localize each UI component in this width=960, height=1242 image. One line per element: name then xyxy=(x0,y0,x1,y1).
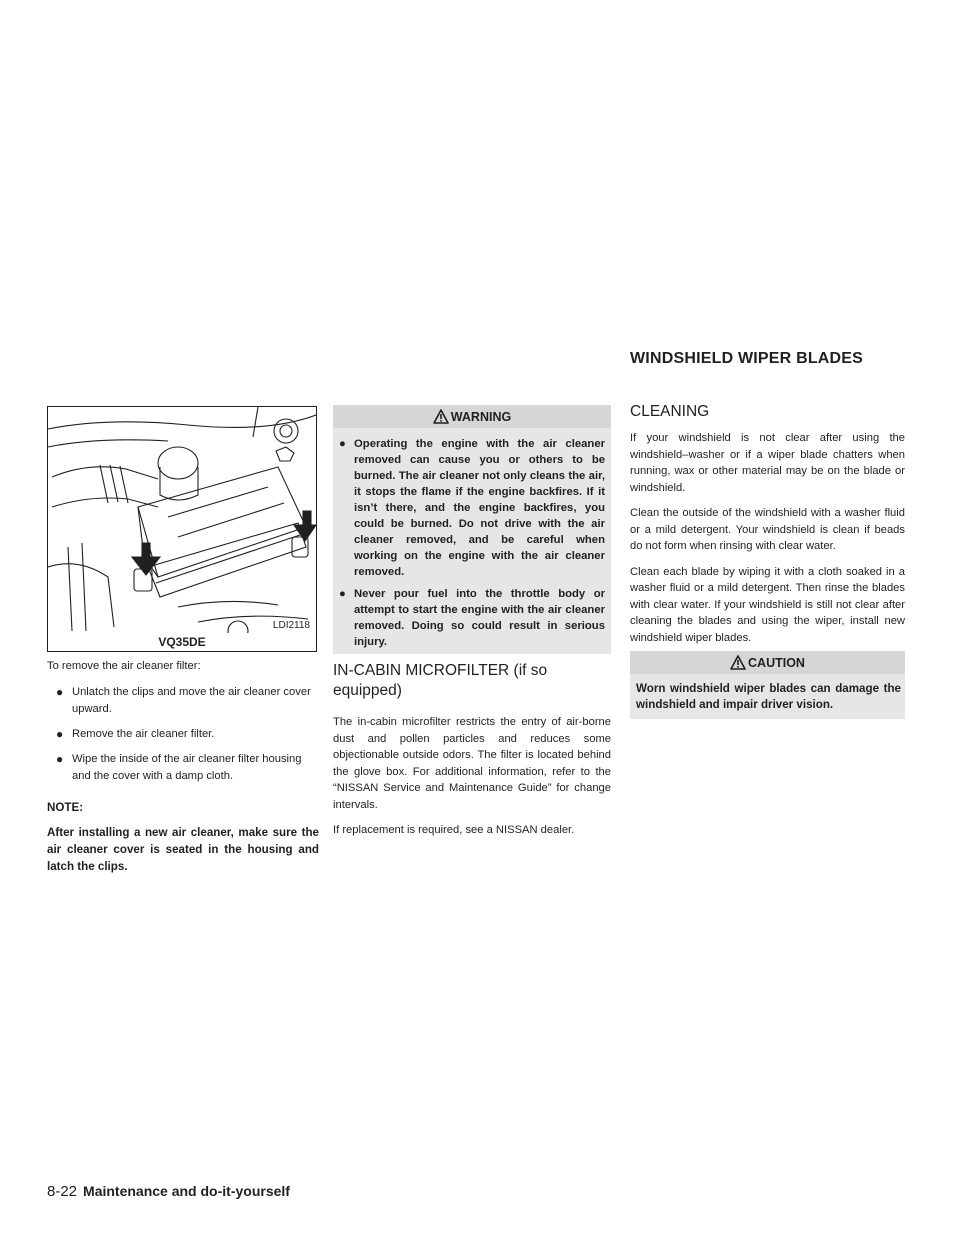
bullet-icon: ● xyxy=(339,438,346,450)
list-item: ● Unlatch the clips and move the air cleaner cover upward. xyxy=(56,685,311,715)
caution-box xyxy=(630,651,905,719)
cleaning-heading: CLEANING xyxy=(630,403,710,420)
figure-caption: VQ35DE xyxy=(48,633,316,651)
bullet-icon: ● xyxy=(56,752,64,766)
warning-header xyxy=(333,405,611,428)
intro-text: To remove the air cleaner filter: xyxy=(47,660,201,672)
air-cleaner-instructions xyxy=(47,658,319,884)
caution-icon xyxy=(730,655,746,670)
paragraph: Clean the outside of the windshield with a washer fluid or a mild detergent. Your windshield is clean if beads do not form when rinsing with clear water. xyxy=(630,507,905,552)
list-item: ● Wipe the inside of the air cleaner filter housing and the cover with a damp cloth. xyxy=(56,752,302,782)
instruction-list xyxy=(47,684,319,785)
warning-list xyxy=(333,428,611,650)
section-header: WINDSHIELD WIPER BLADES xyxy=(630,350,864,367)
paragraph: Clean each blade by wiping it with a cloth soaked in a washer fluid or a mild detergent. Then rinse the blades with clear water. If your windshield is still not clear after cleaning the blades and using the wiper, install new windshield wiper blades. xyxy=(630,565,905,644)
caution-title: CAUTION xyxy=(748,655,805,670)
cleaning-text xyxy=(630,430,905,655)
footer-section-title: Maintenance and do-it-yourself xyxy=(83,1183,290,1199)
incabin-text xyxy=(333,714,611,848)
engine-figure xyxy=(47,406,317,652)
warning-title: WARNING xyxy=(450,409,512,424)
page-footer xyxy=(47,1183,290,1200)
bullet-icon: ● xyxy=(56,685,64,699)
list-item: ● Remove the air cleaner filter. xyxy=(56,727,215,741)
paragraph: If replacement is required, see a NISSAN dealer. xyxy=(333,824,575,836)
note-title: NOTE: xyxy=(47,801,84,814)
figure-id: LDI2118 xyxy=(272,620,310,631)
caution-header xyxy=(630,651,905,674)
incabin-heading: IN-CABIN MICROFILTER (if so equipped) xyxy=(333,662,548,699)
warning-icon xyxy=(433,409,449,424)
engine-bay-illustration xyxy=(48,407,316,651)
list-item: ● Never pour fuel into the throttle body or attempt to start the engine with the air cleaner removed. Doing so could result in serious injury. xyxy=(339,588,605,648)
paragraph: The in-cabin microfilter restricts the entry of air-borne dust and pollen particles and reduces some objectionable outside odors. The filter is located behind the glove box. For additional information, refer to the “NISSAN Service and Maintenance Guide” for change intervals. xyxy=(333,716,611,811)
note-text: After installing a new air cleaner, make sure the air cleaner cover is seated in the housing and latch the clips. xyxy=(47,826,319,873)
bullet-icon: ● xyxy=(339,588,346,600)
page-number: 8-22 xyxy=(47,1183,78,1200)
list-item: ● Operating the engine with the air cleaner removed can cause you or others to be burned. The air cleaner not only cleans the air, it stops the flame if the engine backfires. If it isn’t there, and the engine backfires, you could be burned. Do not drive with the air cleaner removed, and be careful when working on the engine with the air cleaner removed. xyxy=(339,438,605,578)
caution-text: Worn windshield wiper blades can damage the windshield and impair driver vision. xyxy=(636,682,901,711)
warning-box xyxy=(333,405,611,654)
bullet-icon: ● xyxy=(56,727,64,741)
paragraph: If your windshield is not clear after using the windshield–washer or if a wiper blade chatters when running, wax or other material may be on the blade or windshield. xyxy=(630,432,905,494)
